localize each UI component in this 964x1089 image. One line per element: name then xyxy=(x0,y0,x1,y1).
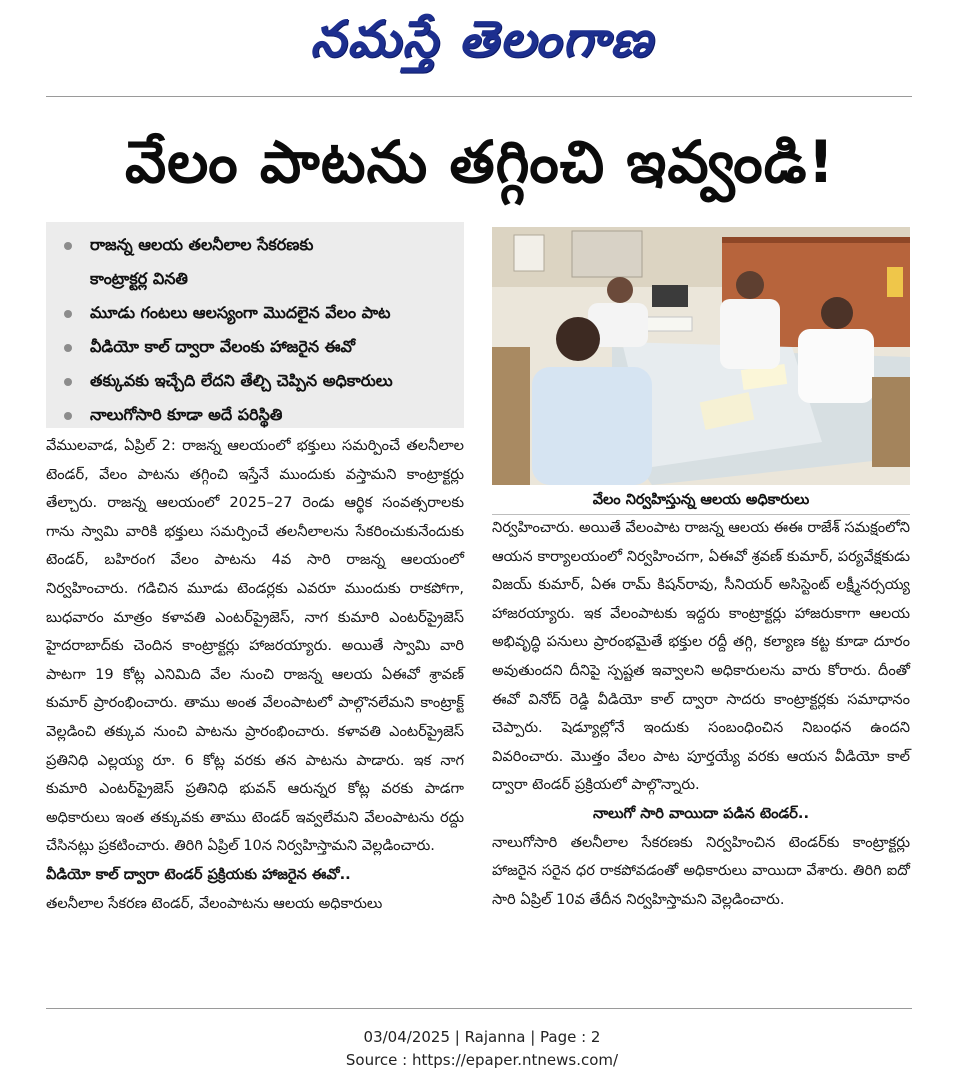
subheading-postponed: నాలుగో సారి వాయిదా పడిన టెండర్.. xyxy=(592,804,810,822)
article-left-column xyxy=(46,432,464,918)
auction-photo-illustration xyxy=(492,227,910,485)
top-divider xyxy=(46,96,912,97)
article-body-left-tail: తలనీలాల సేకరణ టెండర్, వేలంపాటను ఆలయ అధికారులు xyxy=(46,894,383,912)
bullet-icon xyxy=(64,242,72,250)
article-right-column xyxy=(492,514,910,914)
highlight-item: నాలుగోసారి కూడా అదే పరిస్థితి xyxy=(60,398,456,432)
article-body-right-2: నాలుగోసారి తలనీలాల సేకరణకు నిర్వహించిన టెండర్‌కు కాంట్రాక్టర్లు హాజరైన సరైన ధర రాకపోవడంతో అధికారులు వాయిదా వేశారు. తిరిగి ఐదో సారి ఏప్రిల్ 10వ తేదీన నిర్వహిస్తామని వెల్లడించారు. xyxy=(492,833,910,908)
article-body-right: నిర్వహించారు. అయితే వేలంపాట రాజన్న ఆలయ ఈఈ రాజేశ్ సమక్షంలోని ఆయన కార్యాలయంలో నిర్వహించగా, ఏఈవో శ్రవణ్ కుమార్, పర్యవేక్షకుడు విజయ్ కుమార్, ఏఈ రామ్ కిషన్‌రావు, సీనియర్ అసిస్టెంట్ లక్ష్మీనర్సయ్య హాజరయ్యారు. ఇక వేలంపాటకు ఇద్దరు కాంట్రాక్టర్లు హాజరుకాగా ఆలయ అభివృద్ధి పనులు ప్రారంభమైతే భక్తుల రద్దీ తగ్గి, కల్యాణ కట్ట కూడా దూరం అవుతుందని దీనిపై స్పష్టత ఇవ్వాలని అధికారులను వారు కోరారు. దీంతో ఈవో వినోద్ రెడ్డి వీడియో కాల్ ద్వారా సాదరు కాంట్రాక్టర్లకు సమాధానం చెప్పారు. షెడ్యూల్లోనే ఇందుకు సంబంధించిన నిబంధన ఉందని వివరించారు. మొత్తం వేలం పాట పూర్తయ్యే వరకు ఆయన వీడియో కాల్ ద్వారా టెండర్ ప్రక్రియలో పాల్గొన్నారు. xyxy=(492,519,910,794)
photo-caption: వేలం నిర్వహిస్తున్న ఆలయ అధికారులు xyxy=(492,486,910,515)
highlight-item: రాజన్న ఆలయ తలనీలాల సేకరణకు xyxy=(60,228,456,262)
highlight-item: వీడియో కాల్ ద్వారా వేలంకు హాజరైన ఈవో xyxy=(60,330,456,364)
highlight-item-continued: కాంట్రాక్టర్ల వినతి xyxy=(90,269,188,288)
bullet-icon xyxy=(64,310,72,318)
highlight-item: మూడు గంటలు ఆలస్యంగా మొదలైన వేలం పాట xyxy=(60,296,456,330)
highlight-item: తక్కువకు ఇచ్చేది లేదని తేల్చి చెప్పిన అధికారులు xyxy=(60,364,456,398)
bullet-icon xyxy=(64,344,72,352)
headline: వేలం పాటను తగ్గించి ఇవ్వండి! xyxy=(124,128,836,196)
bullet-icon xyxy=(64,412,72,420)
article-body-left: వేములవాడ, ఏప్రిల్ 2: రాజన్న ఆలయంలో భక్తులు సమర్పించే తలనీలాల టెండర్, వేలం పాటను తగ్గించి ఇస్తేనే ముందుకు వస్తామని కాంట్రాక్టర్లు తేల్చారు. రాజన్న ఆలయంలో 2025–27 రెండు ఆర్థిక సంవత్సరాలకు గాను స్వామి వారికి భక్తులు సమర్పించే తలనీలాలను సేకరించుకునేందుకు టెండర్, బహిరంగ వేలం పాటను 4వ సారి రాజన్న ఆలయంలో నిర్వహించారు. గడిచిన మూడు టెండర్లకు ఎవరూ ముందుకు రాకపోగా, బుధవారం మాత్రం కళావతి ఎంటర్‌ప్రైజెస్, నాగ కుమారి ఎంటర్‌ప్రైజెస్ హైదరాబాద్‌కు చెందిన కాంట్రాక్టర్లు హాజరయ్యారు. అయితే స్వామి వారి పాటగా 19 కోట్ల ఎనిమిది వేల నుంచి రాజన్న ఆలయ ఏఈవో శ్రావణ్ కుమార్ ప్రారంభించారు. తాము అంత వేలంపాటలో పాల్గొనలేమని కాంట్రాక్ట్ వెల్లడించి తక్కువ నుంచి పాటను ప్రారంభించారు. కళావతి ఎంటర్‌ప్రైజెస్ ప్రతినిధి ఎల్లయ్య రూ. 6 కోట్ల వరకు తన పాటను పాడారు. ఇక నాగ కుమారి ఎంటర్‌ప్రైజెస్ ప్రతినిధి భువన్ ఆరున్నర కోట్ల వరకు పాడగా అధికారులు ఇంత తక్కువకు తాము టెండర్ ఇవ్వలేమని వేలంపాటను రద్దు చేసినట్లు ప్రకటించారు. తిరిగి ఏప్రిల్ 10న నిర్వహిస్తామని వెల్లడించారు. xyxy=(46,437,464,855)
masthead-logo: నమస్తే తెలంగాణ xyxy=(310,10,654,68)
bullet-icon xyxy=(64,378,72,386)
bottom-divider xyxy=(46,1008,912,1009)
auction-photo xyxy=(492,227,910,485)
highlights-box xyxy=(46,222,464,428)
footer-source-link[interactable]: Source : https://epaper.ntnews.com/ xyxy=(345,1051,619,1069)
subheading-video-call: వీడియో కాల్ ద్వారా టెండర్ ప్రక్రియకు హాజరైన ఈవో.. xyxy=(46,865,351,883)
footer-edition-info: 03/04/2025 | Rajanna | Page : 2 xyxy=(363,1028,601,1046)
